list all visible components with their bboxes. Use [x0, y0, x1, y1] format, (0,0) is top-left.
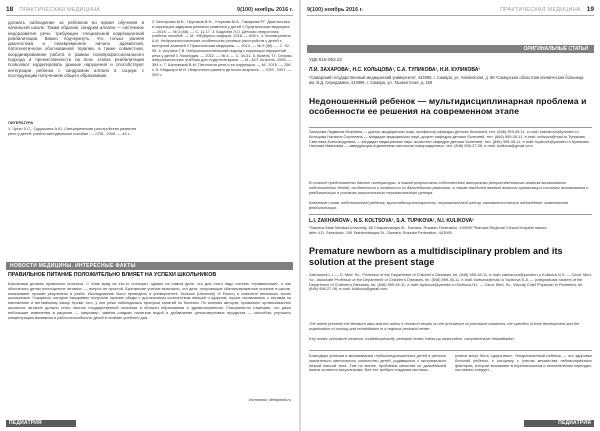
news-title: ПРАВИЛЬНОЕ ПИТАНИЕ ПОЛОЖИТЕЛЬНО ВЛИЯЕТ НА УСПЕХИ ШКОЛЬНИКОВ: [8, 272, 217, 278]
keywords-ru: Ключевые слова: недоношенный ребенок, мультидисциплинарность, перинатальный центр, катамнестическое наблюдение, комплексная реабилитация.: [309, 201, 568, 210]
section-title: ПРАКТИЧЕСКАЯ МЕДИЦИНА: [19, 6, 101, 13]
page-footer: ПЕДИАТРИЯ: [6, 420, 76, 427]
issue-label: 9(100) ноябрь 2016 г.: [237, 6, 293, 13]
page-footer: ПЕДИАТРИЯ: [524, 420, 594, 427]
left-page: [0, 0, 299, 431]
authors-ru: Л.И. ЗАХАРОВА¹, Н.С. КОЛЬЦОВА¹, С.А. ТУПИКОВА¹, Н.И. КУЛИКОВА²: [309, 67, 481, 73]
right-page: [301, 0, 600, 431]
author-contacts-en: Zakharova L.I. — D. Med. Sc., Professor of the Department of Children's Diseases, tel. (846) 959-45-11, e-mail: zakharova@yandex.ru Koltsova N.S. — Cand. Med. Sc., Associate Professor of the Department of Children's Diseases, tel. (846) 959-45-11, e-mail: koltsova@mail.ru Tupikova S.A. — postgraduate student of the Department of Children's Diseases, tel. (846) 959-45-11, e-mail: tupikova@yandex.ru Kulikova N.I. — Cand. Med. Sc., Deputy Chief Physician in Pediatrics, tel. (846) 956-27-08, e-mail: kulikova@gmail.com: [309, 273, 592, 292]
abstract-ru: В статье представлены данные литературы, а также результаты собственного авторского ретроспективного анализа выхаживания недоношенных детей, особенности и сложности их дальнейшего развития, а также наиболее важные вопросы организации системы выхаживания и реабилитации в условиях регионального перинатального центра.: [309, 181, 589, 195]
article-title-ru: Недоношенный ребенок — мультидисциплинарная проблема и особенности ее решения на современном этапе: [309, 96, 587, 116]
issue-label: 9(100) ноябрь 2016 г.: [307, 6, 363, 13]
udc-code: УДК 616-053.32: [309, 57, 343, 62]
body-column-1: Благодаря успехам в выхаживании глубоконедоношенных детей в регионе значительно увеличилось количество детей, родившихся с экстремально низкой массой тела. Тем не менее, проблемы качества их дальнейшей жизни остаются актуальными. Все это требует создания системы...: [309, 354, 446, 373]
divider: [309, 214, 592, 215]
divider: [309, 350, 592, 351]
page-header: [307, 4, 594, 16]
page-header: [6, 4, 293, 16]
authors-en: L.I. ZAKHAROVA¹, N.S. KOLTSOVA¹, S.A. TUPIKOVA¹, N.I. KULIKOVA²: [309, 218, 474, 224]
author-contacts-ru: Захарова Людмила Игоревна — доктор медицинских наук, профессор кафедры детских болезней, тел. (846) 959-45-11, e-mail: zakharova@yandex.ru Кольцова Наталья Сергеевна — кандидат медицинских наук, доцент кафедры детских болезней, тел. (846) 959-45-11, e-mail: koltsova@mail.ru Тупикова Светлана Александровна — кандидат медицинских наук, ассистент кафедры детских болезней, тел. (846) 959-45-11, e-mail: tupikova@yandex.ru Куликова Наталия Ивановна — заведующая отделением патологии новорожденных, тел. (846) 956-27-08, e-mail: kulikova@gmail.com: [309, 130, 589, 149]
article-title-en: Premature newborn as a multidisciplinary problem and its solution at the present stage: [309, 246, 563, 267]
page-number: 19: [586, 6, 594, 13]
divider: [309, 127, 592, 128]
article-conclusion: должать наблюдение за ребенком во время обучения в начальной школе. Таким образом, синдром аллали — системное недоразвитие речи, требующее специальной коррекционной реабилитации. Важно подчеркнуть, что только ранняя диагностика и своевременное начало адекватной, патогенетически обоснованной терапии, а также совместная, координированная работа в рамках полипрофессионального подхода и преемственности на всех этапах реабилитации позволяют корригировать данные нарушения и способствуют интеграции ребенка с синдромом аллали в социум с последующим получением общего образования.: [8, 20, 144, 78]
literature-heading: ЛИТЕРАТУРА: [8, 121, 34, 125]
news-section-bar: НОВОСТИ МЕДИЦИНЫ. ИНТЕРЕСНЫЕ ФАКТЫ: [6, 262, 293, 270]
literature-item: 1. Чутко Л.С., Сурушкина А.Ю. Специфические расстройства развития речи у детей: учебно-методическое пособие. — СПб., 2006. — 43 с.: [8, 127, 137, 136]
news-text: Школьники должны правильно питаться. С этим вряд ли кто-то поспорит, однако на самом деле, что для этого надо считать «правильным», и как обеспечить детям полноценное питание, — вопрос не простой. Британские ученые выяснили, что дети, получающие сбалансированное питание в школе, показывают лучшие результаты в учебе. Исследование было проведено в университете Эссекса (University of Essex) и охватило несколько тысяч школьников. Учащиеся, которые ежедневно получали горячие обеды с достаточным количеством овощей и фруктов, лучше справлялись с тестами по математике и английскому языку. Кроме того, у них реже наблюдались пропуски занятий по болезни. По мнению авторов, правильно организованное школьное питание должно стать частью государственной политики в области образования и здравоохранения. Специалисты отмечают, что даже небольшие изменения в рационе — например, замена сладких напитков водой и добавление цельнозерновых продуктов — способны улучшить концентрацию внимания и работоспособность детей в течение учебного дня.: [8, 282, 291, 320]
section-title: ПРАКТИЧЕСКАЯ МЕДИЦИНА: [499, 6, 581, 13]
affiliations-en: ¹Samara State Medical University, 89 Chapaevskaya St., Samara, Russian Federation, 443099 ²Samara Regional Clinical Hospital named after V.D. Seredavin, 159 Tashkentskaya St., Samara, Russian Federation, 443095: [309, 226, 547, 235]
abstract-en: The article presents the literature data and the author's research results on the prevalence of premature newborns, the specifics of their development and the organization of nursing and rehabilitation in a regional perinatal center.: [309, 322, 580, 331]
affiliations-ru: ¹Самарский государственный медицинский университет, 443099, г. Самара, ул. Чапаевская, д. 89 ²Самарская областная клиническая больница им. В.Д. Середавина, 443095, г. Самара, ул. Ташкентская, д. 159: [309, 75, 584, 85]
news-source: Источник: Medportal.ru: [248, 398, 291, 402]
page-number: 18: [6, 6, 14, 13]
article-type-bar: ОРИГИНАЛЬНЫЕ СТАТЬИ: [307, 45, 594, 53]
reference-list: 2. Белоусова М.В., Прусаков В.Ф., Уткузова М.А., Гамирова Р.Г. Диагностика и коррекция задержки речевого развития у детей // Практическая медицина. — 2015. — № 3 (88). — С. 11-17. 3. Бадалян Л.О. Детская неврология: учебное пособие. — М.: МЕДпресс-информ, 2016. — 608 с. 4. Зиннатуллина А.Н. Нейропатологические особенности речевых расстройств у детей с моторной алалией // Практическая медицина. — 2014. — № 9 (85). — С. 92-95. 5. Ахутина Т.В. Нейропсихологический подход к коррекции нарушений речи у детей // Логопедия. — 2012. — № 4. — С. 34-41. 6. Визель Т.Г. Основы нейропсихологии: учебник для студентов вузов. — М.: АСТ Астрель, 2005. — 384 с. 7. Шкловский В.М. Патология речи и ее коррекция. — М., 2015. — 256 с. 8. Мидшири М.И. Неврология раннего детского возраста. — СПб., 2007. — 200 с.: [152, 20, 292, 77]
keywords-en: Key words: premature newborn, multidisciplinarity, perinatal center, follow-up observation, comprehensive rehabilitation.: [309, 337, 515, 341]
body-column-2: успехи могут быть «дорогими», «Недоношенный ребенок — это здоровье больной ребенок, к которому с учетом множества неблагоприятных факторов, которые возникают в перинатальном и неонатальном периодах, постоянно следует...: [455, 354, 592, 373]
